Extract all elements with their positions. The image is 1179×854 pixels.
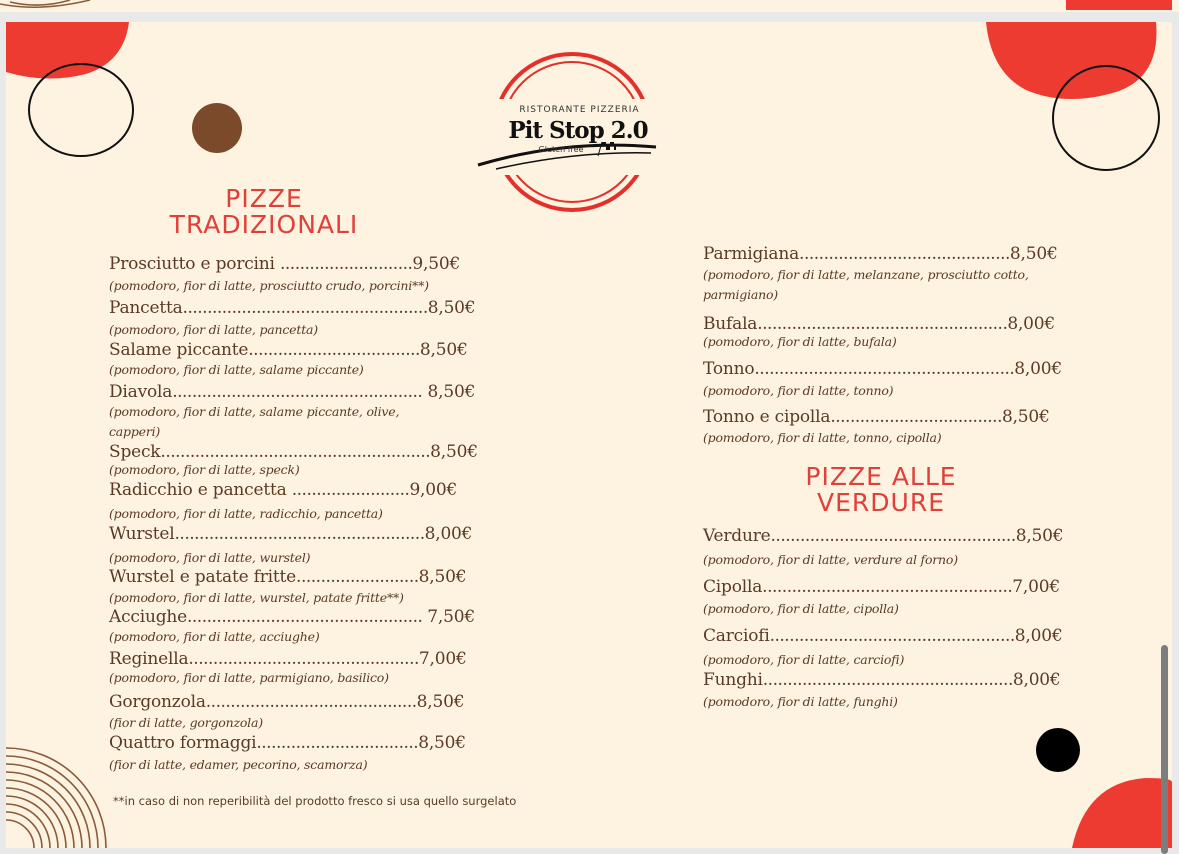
menu-item-name: Pancetta [109, 298, 183, 318]
menu-item-dots: ......................... [296, 567, 419, 587]
menu-item-name: Wurstel e patate fritte [109, 567, 297, 587]
logo-name: Pit Stop 2.0 [508, 117, 648, 144]
menu-item-price: 8,00€ [1012, 670, 1061, 690]
menu-item-name: Bufala [703, 314, 758, 334]
menu-item-name: Diavola [109, 382, 173, 402]
menu-item-description: (pomodoro, fior di latte, salame piccante) [109, 362, 364, 377]
logo-subtitle: RISTORANTE PIZZERIA [519, 105, 640, 115]
menu-item-dots: ................................................... [762, 577, 1013, 597]
menu-item-description-continued: parmigiano) [703, 287, 778, 302]
menu-item-price: 8,50€ [419, 340, 468, 360]
concentric-arcs-bottom-left [6, 748, 106, 848]
menu-item-price: 8,50€ [418, 567, 467, 587]
menu-item-price: 8,00€ [1014, 626, 1063, 646]
menu-item-name: Speck [109, 442, 161, 462]
menu-item-description: (pomodoro, fior di latte, prosciutto crudo, porcini**) [109, 278, 429, 293]
section-title-line1: PIZZE ALLE [805, 462, 957, 491]
menu-item [703, 626, 1062, 646]
menu-item-dots: .................................................. [182, 298, 428, 318]
restaurant-logo [476, 47, 666, 217]
menu-item [109, 733, 466, 753]
menu-item [703, 577, 1060, 597]
black-ring-top-left [29, 64, 133, 156]
menu-item-description: (pomodoro, fior di latte, tonno, cipolla) [703, 430, 942, 445]
menu-item [703, 359, 1062, 379]
red-blob-top-left [6, 22, 129, 79]
menu-item-price: 8,00€ [1014, 359, 1062, 379]
menu-item-description: (pomodoro, fior di latte, cipolla) [703, 601, 899, 616]
menu-item-description: (pomodoro, fior di latte, tonno) [703, 383, 894, 398]
previous-page-decor [0, 0, 1179, 12]
previous-page-edge [0, 0, 1179, 12]
menu-item-price: 8,50€ [416, 692, 465, 712]
menu-item-dots: ................................................... [172, 382, 423, 402]
menu-item-dots: ................................................... [762, 670, 1013, 690]
menu-item-dots: ............................................... [188, 649, 419, 669]
menu-item-dots: ................................................... [757, 314, 1008, 334]
menu-item-description: (pomodoro, fior di latte, radicchio, pancetta) [109, 506, 383, 521]
menu-item-description: (pomodoro, fior di latte, parmigiano, basilico) [109, 670, 389, 685]
menu-item-description: (pomodoro, fior di latte, salame piccante, olive, [109, 404, 400, 419]
menu-item-name: Parmigiana [703, 244, 800, 264]
menu-item-description: (pomodoro, fior di latte, funghi) [703, 694, 898, 709]
menu-item-description: (pomodoro, fior di latte, bufala) [703, 334, 897, 349]
menu-item-dots: .................................................. [769, 626, 1015, 646]
menu-item-description: (pomodoro, fior di latte, acciughe) [109, 629, 320, 644]
menu-item-description: (pomodoro, fior di latte, carciofi) [703, 652, 905, 667]
menu-item-price: 8,50€ [1009, 244, 1058, 264]
menu-item-description: (pomodoro, fior di latte, speck) [109, 462, 300, 477]
scrollbar-thumb[interactable] [1161, 645, 1168, 854]
menu-item-price: 7,00€ [418, 649, 467, 669]
menu-item-name: Wurstel [109, 524, 175, 544]
menu-item-description: (fior di latte, edamer, pecorino, scamorza) [109, 757, 368, 772]
menu-item-description: (fior di latte, gorgonzola) [109, 715, 263, 730]
menu-item-dots: ................................................ [187, 607, 428, 627]
black-dot [1036, 728, 1080, 772]
menu-item-name: Salame piccante [109, 340, 249, 360]
menu-item-dots: ........................ [291, 480, 410, 500]
menu-item-dots: ..................................................... [754, 359, 1015, 379]
menu-item-name: Funghi [703, 670, 763, 690]
menu-item-description: (pomodoro, fior di latte, verdure al forno) [703, 552, 958, 567]
menu-item-dots: ................................................... [174, 524, 425, 544]
section-title-verdure [756, 464, 1006, 516]
menu-item [109, 649, 467, 669]
menu-item-price: 8,50€ [422, 382, 476, 402]
section-title-line1: PIZZE [225, 184, 303, 213]
menu-item-price: 7,00€ [1012, 577, 1060, 597]
menu-item-price: 8,50€ [1001, 407, 1050, 427]
menu-item-name: Cipolla [703, 577, 763, 597]
menu-item-dots: ................................... [248, 340, 420, 360]
logo-tagline: Gluten free [538, 145, 584, 154]
menu-item [703, 670, 1061, 690]
menu-item [109, 382, 475, 402]
menu-item-name: Prosciutto e porcini [109, 254, 280, 274]
menu-item [109, 340, 468, 360]
menu-item-dots: ........................... [280, 254, 413, 274]
menu-item [109, 254, 460, 274]
menu-item [109, 480, 457, 500]
menu-item-dots: ................................. [256, 733, 419, 753]
menu-item [109, 692, 464, 712]
menu-item-description: (pomodoro, fior di latte, pancetta) [109, 322, 318, 337]
menu-item-description: (pomodoro, fior di latte, melanzane, prosciutto cotto, [703, 267, 1029, 282]
red-blob-bottom-right [1072, 778, 1172, 848]
red-blob-top-right [986, 22, 1157, 99]
menu-item-price: 8,50€ [427, 298, 476, 318]
menu-item-description: (pomodoro, fior di latte, wurstel, patate fritte**) [109, 590, 404, 605]
menu-item-price: 9,00€ [409, 480, 458, 500]
menu-page [6, 22, 1172, 848]
section-title-tradizionali [139, 186, 389, 238]
menu-item-name: Acciughe [109, 607, 187, 627]
menu-item [703, 244, 1058, 264]
menu-item [703, 526, 1063, 546]
menu-item-name: Tonno e cipolla [703, 407, 831, 427]
menu-item [109, 524, 472, 544]
menu-item-price: 8,50€ [1015, 526, 1064, 546]
menu-item-dots: ................................... [830, 407, 1002, 427]
menu-item-name: Tonno [703, 359, 755, 379]
section-title-line2: VERDURE [817, 488, 945, 517]
menu-item-dots: ....................................................... [160, 442, 431, 462]
brown-dot [192, 103, 242, 153]
menu-item [109, 607, 475, 627]
menu-item-description-continued: capperi) [109, 424, 161, 439]
menu-item-price: 8,50€ [418, 733, 466, 753]
menu-item-description: (pomodoro, fior di latte, wurstel) [109, 550, 311, 565]
menu-item-dots: .................................................. [770, 526, 1016, 546]
menu-item-price: 8,00€ [424, 524, 473, 544]
menu-item-name: Carciofi [703, 626, 770, 646]
menu-item [703, 407, 1050, 427]
menu-item-name: Quattro formaggi [109, 733, 257, 753]
menu-item-dots: ........................................... [205, 692, 417, 712]
menu-item-dots: ........................................... [799, 244, 1010, 264]
menu-item-price: 8,50€ [430, 442, 478, 462]
menu-item-price: 9,50€ [412, 254, 461, 274]
menu-item-name: Radicchio e pancetta [109, 480, 292, 500]
menu-item [109, 298, 475, 318]
section-title-line2: TRADIZIONALI [169, 210, 359, 239]
menu-item-price: 8,00€ [1007, 314, 1056, 334]
footnote: **in caso di non reperibilità del prodotto fresco si usa quello surgelato [113, 794, 517, 808]
menu-item-price: 7,50€ [427, 607, 475, 627]
menu-item-name: Verdure [703, 526, 771, 546]
menu-item [109, 567, 466, 587]
menu-item-name: Reginella [109, 649, 189, 669]
menu-item-name: Gorgonzola [109, 692, 206, 712]
